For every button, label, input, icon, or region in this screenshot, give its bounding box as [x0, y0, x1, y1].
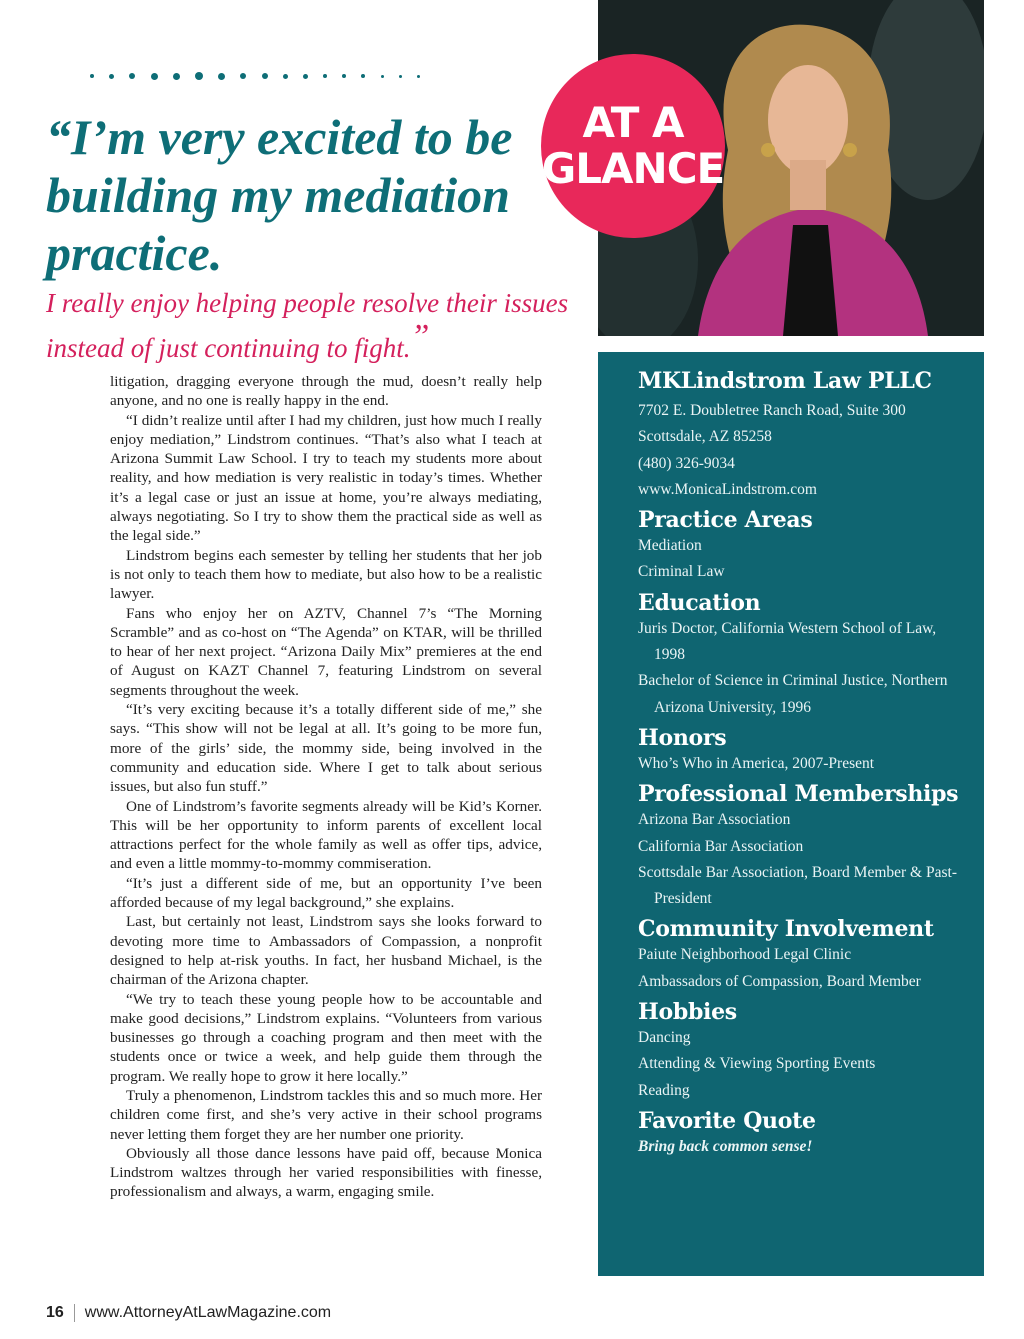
article-paragraph: litigation, dragging everyone through the mud, doesn’t really help anyone, and no one is really happy in the end.	[110, 373, 542, 410]
article-paragraph: One of Lindstrom’s favorite segments already will be Kid’s Korner. This will be her opportunity to inform parents of excellent local attractions perfect for the whole family as well as offer tips, advice, and even a little mommy-to-mommy commiseration.	[110, 797, 542, 873]
article-paragraph: Lindstrom begins each semester by telling her students that her job is not only to teach them how to mediate, but also how to be a realistic lawyer.	[110, 546, 542, 603]
badge-line-2: GLANCE	[541, 144, 725, 193]
favorite-quote-section	[638, 1108, 964, 1160]
hobby-item: Reading	[638, 1081, 690, 1099]
honors-section	[638, 725, 964, 777]
article-body	[110, 372, 542, 1202]
membership-item: California Bar Association	[638, 837, 804, 855]
community-heading: Community Involvement	[638, 916, 934, 943]
community-item: Ambassadors of Compassion, Board Member	[638, 972, 921, 990]
honors-item: Who’s Who in America, 2007-Present	[638, 754, 875, 772]
dotted-divider	[90, 70, 420, 82]
community-section	[638, 916, 964, 995]
footer-website: www.AttorneyAtLawMagazine.com	[84, 1304, 332, 1321]
favorite-quote-heading: Favorite Quote	[638, 1107, 816, 1134]
article-paragraph: Last, but certainly not least, Lindstrom says she looks forward to devoting more time to Ambassadors of Compassion, a nonprofit designed to help at-risk youths. In fact, her husband Michael, is the chairman of the Arizona chapter.	[110, 913, 542, 989]
hobbies-heading: Hobbies	[638, 999, 737, 1026]
article-paragraph: “It’s just a different side of me, but an opportunity I’ve been afforded because of my legal background,” she explains.	[110, 874, 542, 912]
firm-name: MKLindstrom Law PLLC	[638, 368, 932, 394]
membership-item: Arizona Bar Association	[638, 811, 791, 829]
membership-item: Scottsdale Bar Association, Board Member & Past-President	[638, 863, 957, 908]
at-a-glance-panel	[598, 352, 984, 1276]
firm-website: www.MonicaLindstrom.com	[638, 480, 817, 498]
practice-area-item: Mediation	[638, 537, 702, 555]
hobby-item: Dancing	[638, 1029, 691, 1047]
memberships-section	[638, 781, 964, 912]
favorite-quote-text: Bring back common sense!	[638, 1137, 813, 1155]
article-paragraph: Obviously all those dance lessons have paid off, because Monica Lindstrom waltzes through her varied responsibilities with finesse, professionalism and always, a warm, engaging smile.	[110, 1144, 542, 1201]
badge-line-1: AT A	[582, 98, 684, 147]
education-section	[638, 590, 964, 721]
community-item: Paiute Neighborhood Legal Clinic	[638, 946, 852, 964]
education-item: Bachelor of Science in Criminal Justice, Northern Arizona University, 1996	[638, 672, 948, 716]
firm-phone: (480) 326-9034	[638, 454, 735, 472]
closing-quote-mark: ”	[410, 318, 430, 355]
article-paragraph: Fans who enjoy her on AZTV, Channel 7’s “The Morning Scramble” and as co-host on “The Agenda” on KTAR, will be thrilled to hear of her next project. “Arizona Daily Mix” premieres at the end of August on KAZT Channel 7, featuring Lindstrom on several segments throughout the week.	[110, 604, 542, 699]
article-paragraph: “It’s very exciting because it’s a totally different side of me,” she says. “This show will not be legal at all. It’s going to be more fun, more of the girls’ side, the mommy side, being involved in the community and education side. Where I get to talk about serious issues, but also fun stuff.”	[110, 701, 542, 796]
at-a-glance-badge	[541, 54, 725, 238]
article-paragraph: Truly a phenomenon, Lindstrom tackles this and so much more. Her children come first, and she’s very active in their school programs never letting them forget they are her number one priority.	[110, 1086, 542, 1143]
page-footer	[46, 1304, 331, 1322]
article-paragraph: “We try to teach these young people how to be accountable and make good decisions,” Lindstrom explains. “Volunteers from various businesses go through a coaching program and then meet with the students once or twice a week, and help guide them through the program. We really hope to grow it here locally.”	[110, 990, 542, 1085]
article-paragraph: “I didn’t realize until after I had my children, just how much I really enjoy mediation,” Lindstrom continues. “That’s also what I teach at Arizona Summit Law School. I try to teach my students more about reality, and how mediation is very realistic in today’s times. Whether it’s a legal case or just an issue at home, you’re always mediating, always negotiating. So I try to show them the practical side as well as the legal side.”	[110, 411, 542, 545]
education-heading: Education	[638, 589, 761, 616]
honors-heading: Honors	[638, 724, 727, 751]
practice-areas-section	[638, 507, 964, 586]
firm-address: 7702 E. Doubletree Ranch Road, Suite 300	[638, 402, 906, 419]
memberships-heading: Professional Memberships	[638, 781, 959, 808]
pull-quote-subtext: I really enjoy helping people resolve their issues instead of just continuing to fight.”	[46, 288, 569, 363]
hobby-item: Attending & Viewing Sporting Events	[638, 1055, 876, 1073]
pull-quote-headline: “I’m very excited to be building my mediation practice.	[46, 109, 513, 281]
practice-areas-heading: Practice Areas	[638, 507, 813, 534]
firm-city: Scottsdale, AZ 85258	[638, 428, 772, 446]
education-item: Juris Doctor, California Western School of Law, 1998	[638, 619, 937, 664]
page-number: 16	[46, 1304, 64, 1321]
hobbies-section	[638, 999, 964, 1104]
practice-area-item: Criminal Law	[638, 563, 725, 581]
footer-divider	[74, 1304, 75, 1322]
